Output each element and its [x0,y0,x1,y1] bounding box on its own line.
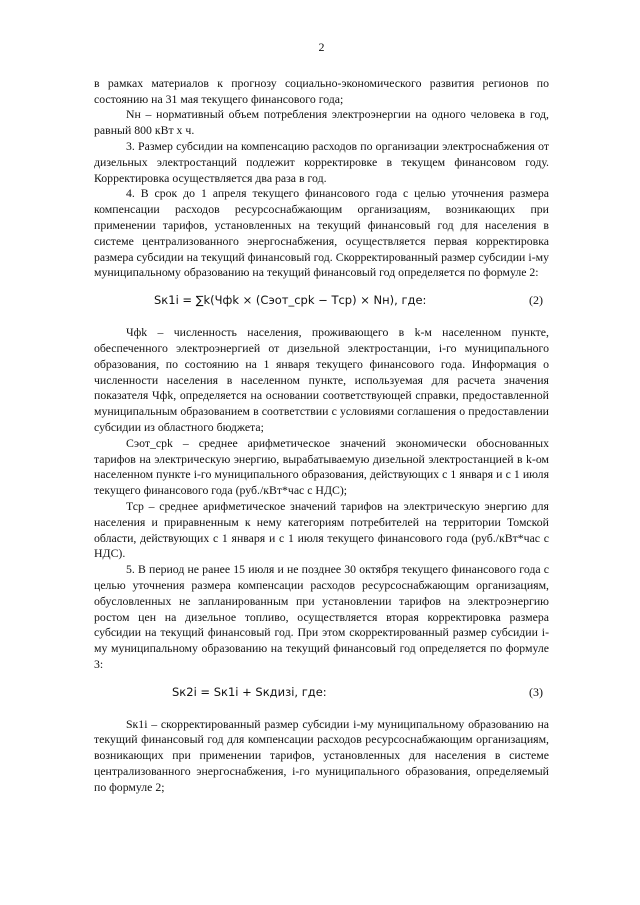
formula-3 [94,681,549,707]
paragraph-5: Чфk – численность населения, проживающего в k-м населенном пункте, обеспеченного электроэнергией от дизельной электростанции, i-го муниципального образования, по состоянию на 1 января текущего финансового года. Информация о численности населения в населенном пункте, используемая для расчета значения показателя Чфk, определяется на основании соответствующей справки, предоставленной муниципальным образованием в соответствии с условиями соглашения о предоставлении субсидии из областного бюджета; [94,325,549,434]
formula-2-number: (2) [529,293,543,308]
paragraph-7: Тср – среднее арифметическое значений тарифов на электрическую энергию для населения и приравненным к нему категориям потребителей на территории Томской области, действующих с 1 января и с 1 июля текущего финансового года (руб./кВт*час с НДС). [94,498,549,561]
page-number: 2 [318,40,325,54]
paragraph-6: Сэот_срk – среднее арифметическое значений экономически обоснованных тарифов на электрическую энергию, вырабатываемую дизельной электростанцией в k-ом населенном пункте i-го муниципального образования, действующих с 1 января и с 1 июля текущего финансового года (руб./кВт*час с НДС); [94,435,549,498]
formula-2-expression: Sк1i = ∑k(Чфk × (Сэот_срk − Тср) × Nн), где: [154,293,427,308]
formula-3-number: (3) [529,684,543,699]
document-page [94,40,549,796]
paragraph-2: Nн – нормативный объем потребления электроэнергии на одного человека в год, равный 800 кВт х ч. [94,107,549,138]
paragraph-9: Sк1i – скорректированный размер субсидии i-му муниципальному образованию на текущий финансовый год для компенсации расходов ресурсоснабжающим организациям, возникающих при применении тарифов, установленных для населения в системе централизованного энергоснабжения, i-го муниципального образования, определяемый по формуле 2; [94,716,549,794]
paragraph-8: 5. В период не ранее 15 июля и не позднее 30 октября текущего финансового года с целью уточнения размера компенсации расходов ресурсоснабжающим организациям, обусловленных не запланированным при установлении тарифов на электроэнергию ростом цен на дизельное топливо, осуществляется вторая корректировка размера субсидии на текущий финансовый год. При этом скорректированный размер субсидии i-му муниципальному образованию на текущий финансовый год определяется по формуле 3: [94,562,549,671]
formula-3-expression: Sк2i = Sк1i + Sкдизi, где: [172,684,327,699]
paragraph-4: 4. В срок до 1 апреля текущего финансового года с целью уточнения размера компенсации расходов ресурсоснабжающим организациям, возникающих при применении тарифов, установленных на текущий финансовый год для населения в системе централизованного энергоснабжения, осуществляется первая корректировка размера субсидии на текущий финансовый год. Скорректированный размер субсидии i-му муниципальному образованию на текущий финансовый год определяется по формуле 2: [94,186,549,280]
formula-2 [94,289,549,315]
paragraph-3: 3. Размер субсидии на компенсацию расходов по организации электроснабжения от дизельных электростанций подлежит корректировке в текущем финансовом году. Корректировка осуществляется два раза в год. [94,138,549,185]
paragraph-1: в рамках материалов к прогнозу социально-экономического развития регионов по состоянию на 31 мая текущего финансового года; [94,75,549,106]
